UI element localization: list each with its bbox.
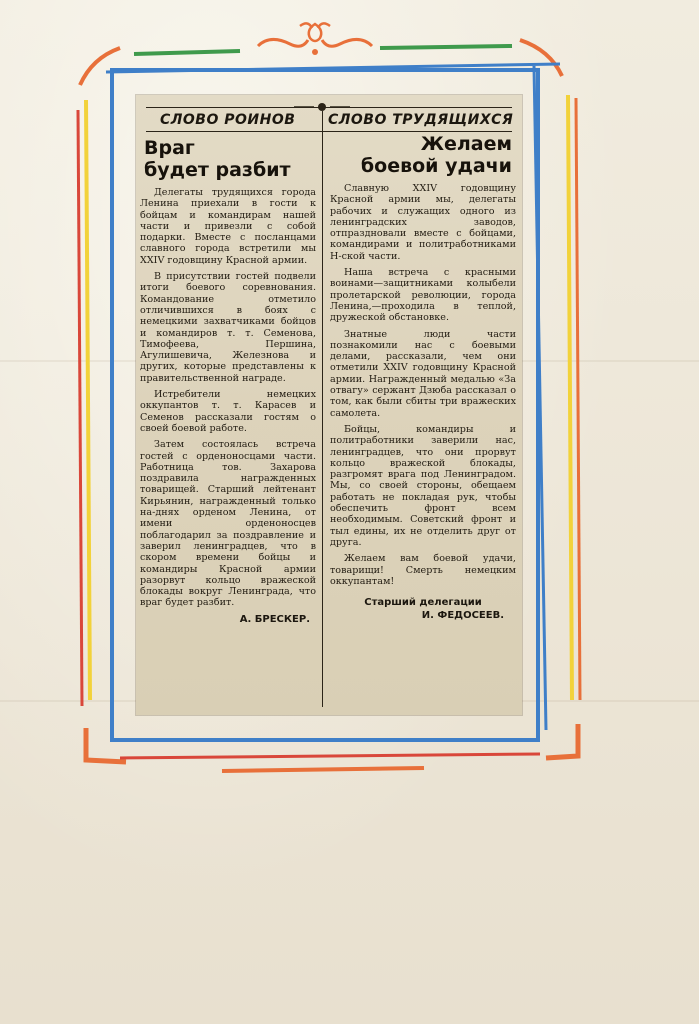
newspaper-clipping (136, 95, 522, 715)
orange-line (576, 98, 580, 700)
rubric-right: СЛОВО ТРУДЯЩИХСЯ (328, 112, 514, 128)
paragraph: Славную XXIV годовщину Красной армии мы, делегаты рабочих и служащих одного из ленинградских заводов, отпраздновали вместе с бойцами, командирами и политработниками Н-ской части. (330, 183, 516, 262)
green-line (134, 51, 240, 54)
left-headline-line1: Враг (144, 137, 195, 159)
corner-bracket (546, 724, 578, 758)
paragraph: Наша встреча с красными воинами—защитниками колыбели пролетарской революции, города Ленина,—проходила в теплой, дружеской обстановке. (330, 267, 516, 324)
paragraph: В присутствии гостей подвели итоги боевого соревнования. Командование отметило отличившихся в боях с немецкими захватчиками бойцов и командиров т. т. Семенова, Тимофеева, Першина, Агулишевича, Железнова и других, которые представлены к правительственной награде. (140, 271, 316, 384)
left-signature: А. БРЕСКЕР. (239, 613, 310, 625)
paragraph: Истребители немецких оккупантов т. т. Карасев и Семенов рассказали гостям о своей боевой работе. (140, 389, 316, 434)
right-signature-title: Старший делегации (364, 597, 482, 609)
right-article (330, 133, 516, 621)
rubric-left: СЛОВО РОИНОВ (160, 112, 296, 128)
green-line (380, 46, 512, 48)
right-headline-line2: боевой удачи (360, 155, 512, 177)
paragraph: Затем состоялась встреча гостей с орденоносцами части. Работница тов. Захарова поздравила награжденных товарищей. Старший лейтенант Кирьянин, награжденный только на-днях орденом Ленина, от имени орденоносцев поблагодарил за поздравление и заверил ленинградцев, что в скором времени бойцы и командиры Красной армии разорвут кольцо вражеской блокады вокруг Ленинграда, что враг будет разбит. (140, 439, 316, 609)
red-line (120, 754, 540, 758)
left-article (140, 137, 316, 625)
left-headline-line2: будет разбит (144, 159, 291, 181)
column-divider (322, 111, 323, 707)
rubric-rule (146, 131, 512, 132)
yellow-line (86, 100, 90, 700)
left-headline (140, 137, 316, 181)
paragraph: Желаем вам боевой удачи, товарищи! Смерть немецким оккупантам! (330, 553, 516, 587)
right-headline-line1: Желаем (420, 133, 512, 155)
top-rule (146, 107, 512, 108)
paragraph: Делегаты трудящихся города Ленина приехали в гости к бойцам и командирам нашей части и привезли с собой подарки. Вместе с посланцами славного города встретили мы XXIV годовщину Красной армии. (140, 187, 316, 266)
red-line (78, 110, 82, 706)
right-signature-name: И. ФЕДОСЕЕВ. (421, 610, 504, 622)
paragraph: Бойцы, командиры и политработники заверили нас, ленинградцев, что они прорвут кольцо вражеской блокады, разгромят врага под Ленинградом. Мы, со своей стороны, обещаем работать не покладая рук, чтобы обеспечить фронт всем необходимым. Советский фронт и тыл едины, их не отделить друг от друга. (330, 423, 516, 548)
yellow-line (568, 95, 572, 700)
orange-line (222, 768, 424, 771)
right-headline (330, 133, 516, 177)
top-ornament (250, 16, 380, 60)
paragraph: Знатные люди части познакомили нас с боевыми делами, рассказали, чем они отметили XXIV годовщину Красной армии. Награжденный медалью «За отвагу» сержант Дзюба рассказал о том, как были сбиты три вражеских самолета. (330, 328, 516, 419)
